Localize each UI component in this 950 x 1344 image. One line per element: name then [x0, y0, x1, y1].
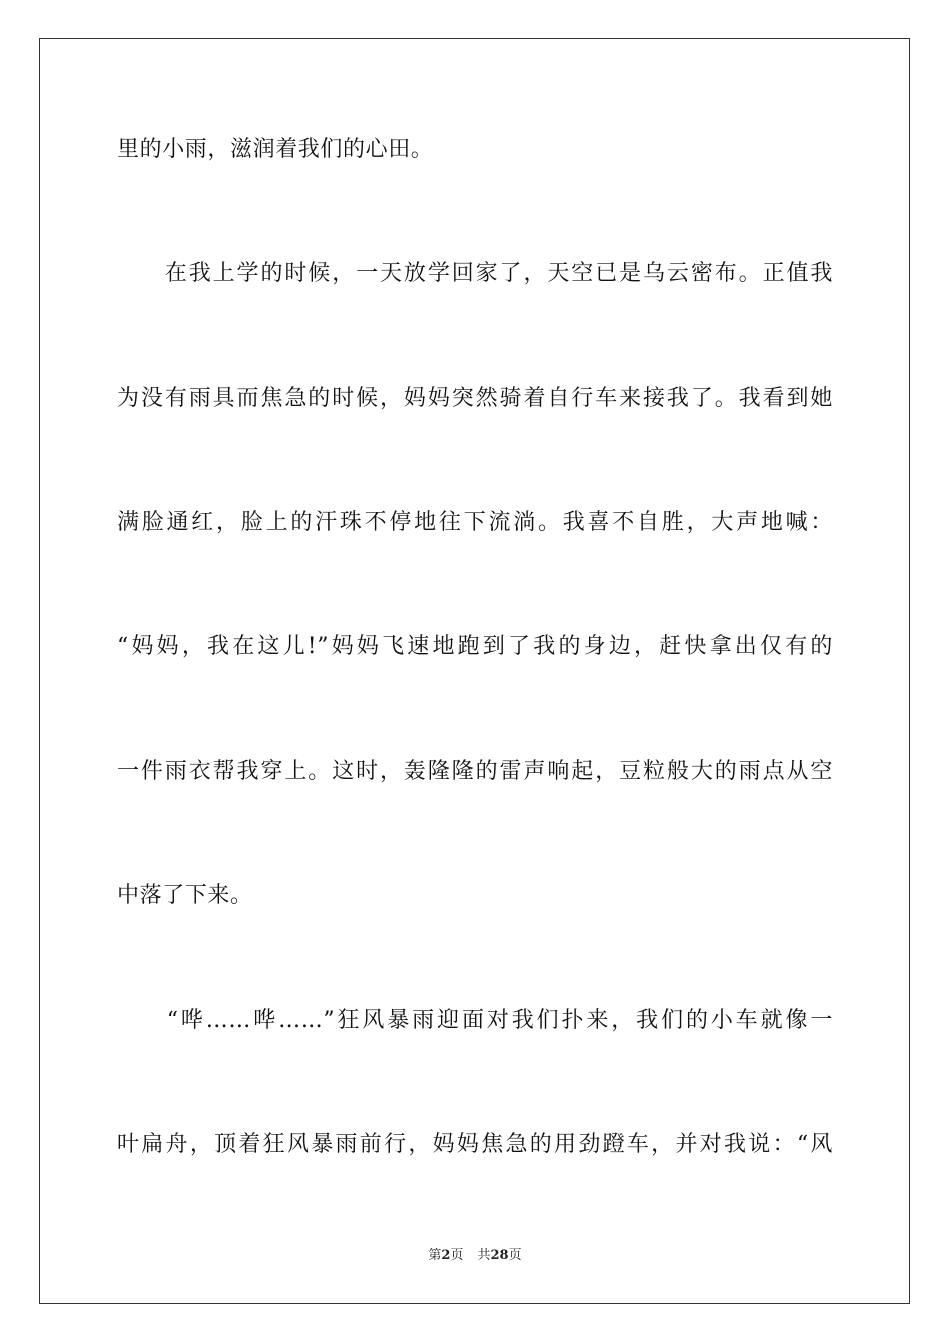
- page-border: [39, 38, 910, 1304]
- text-line-9: 叶扁舟，顶着狂风暴雨前行，妈妈焦急的用劲蹬车，并对我说：“风: [117, 1132, 833, 1157]
- footer-page-prefix: 第: [428, 1248, 442, 1263]
- text-line-6: 一件雨衣帮我穿上。这时，轰隆隆的雷声响起，豆粒般大的雨点从空: [117, 759, 833, 784]
- footer-page-number: 2: [441, 1248, 451, 1263]
- text-line-7: 中落了下来。: [117, 883, 253, 908]
- text-line-4: 满脸通红，脸上的汗珠不停地往下流淌。我喜不自胜，大声地喊：: [117, 510, 833, 535]
- page-footer: [0, 1247, 950, 1265]
- text-line-2: 在我上学的时候，一天放学回家了，天空已是乌云密布。正值我: [117, 261, 833, 286]
- text-line-5: “妈妈，我在这儿!”妈妈飞速地跑到了我的身边，赶快拿出仅有的: [117, 634, 833, 659]
- footer-total-pages: 28: [490, 1248, 509, 1263]
- text-line-3: 为没有雨具而焦急的时候，妈妈突然骑着自行车来接我了。我看到她: [117, 386, 833, 411]
- text-line-1: 里的小雨，滋润着我们的心田。: [117, 137, 434, 162]
- footer-total-suffix: 页: [508, 1248, 522, 1263]
- text-line-8: “哗……哗……”狂风暴雨迎面对我们扑来，我们的小车就像一: [117, 1008, 833, 1033]
- footer-total-prefix: 共: [477, 1248, 491, 1263]
- footer-page-suffix: 页: [450, 1248, 464, 1263]
